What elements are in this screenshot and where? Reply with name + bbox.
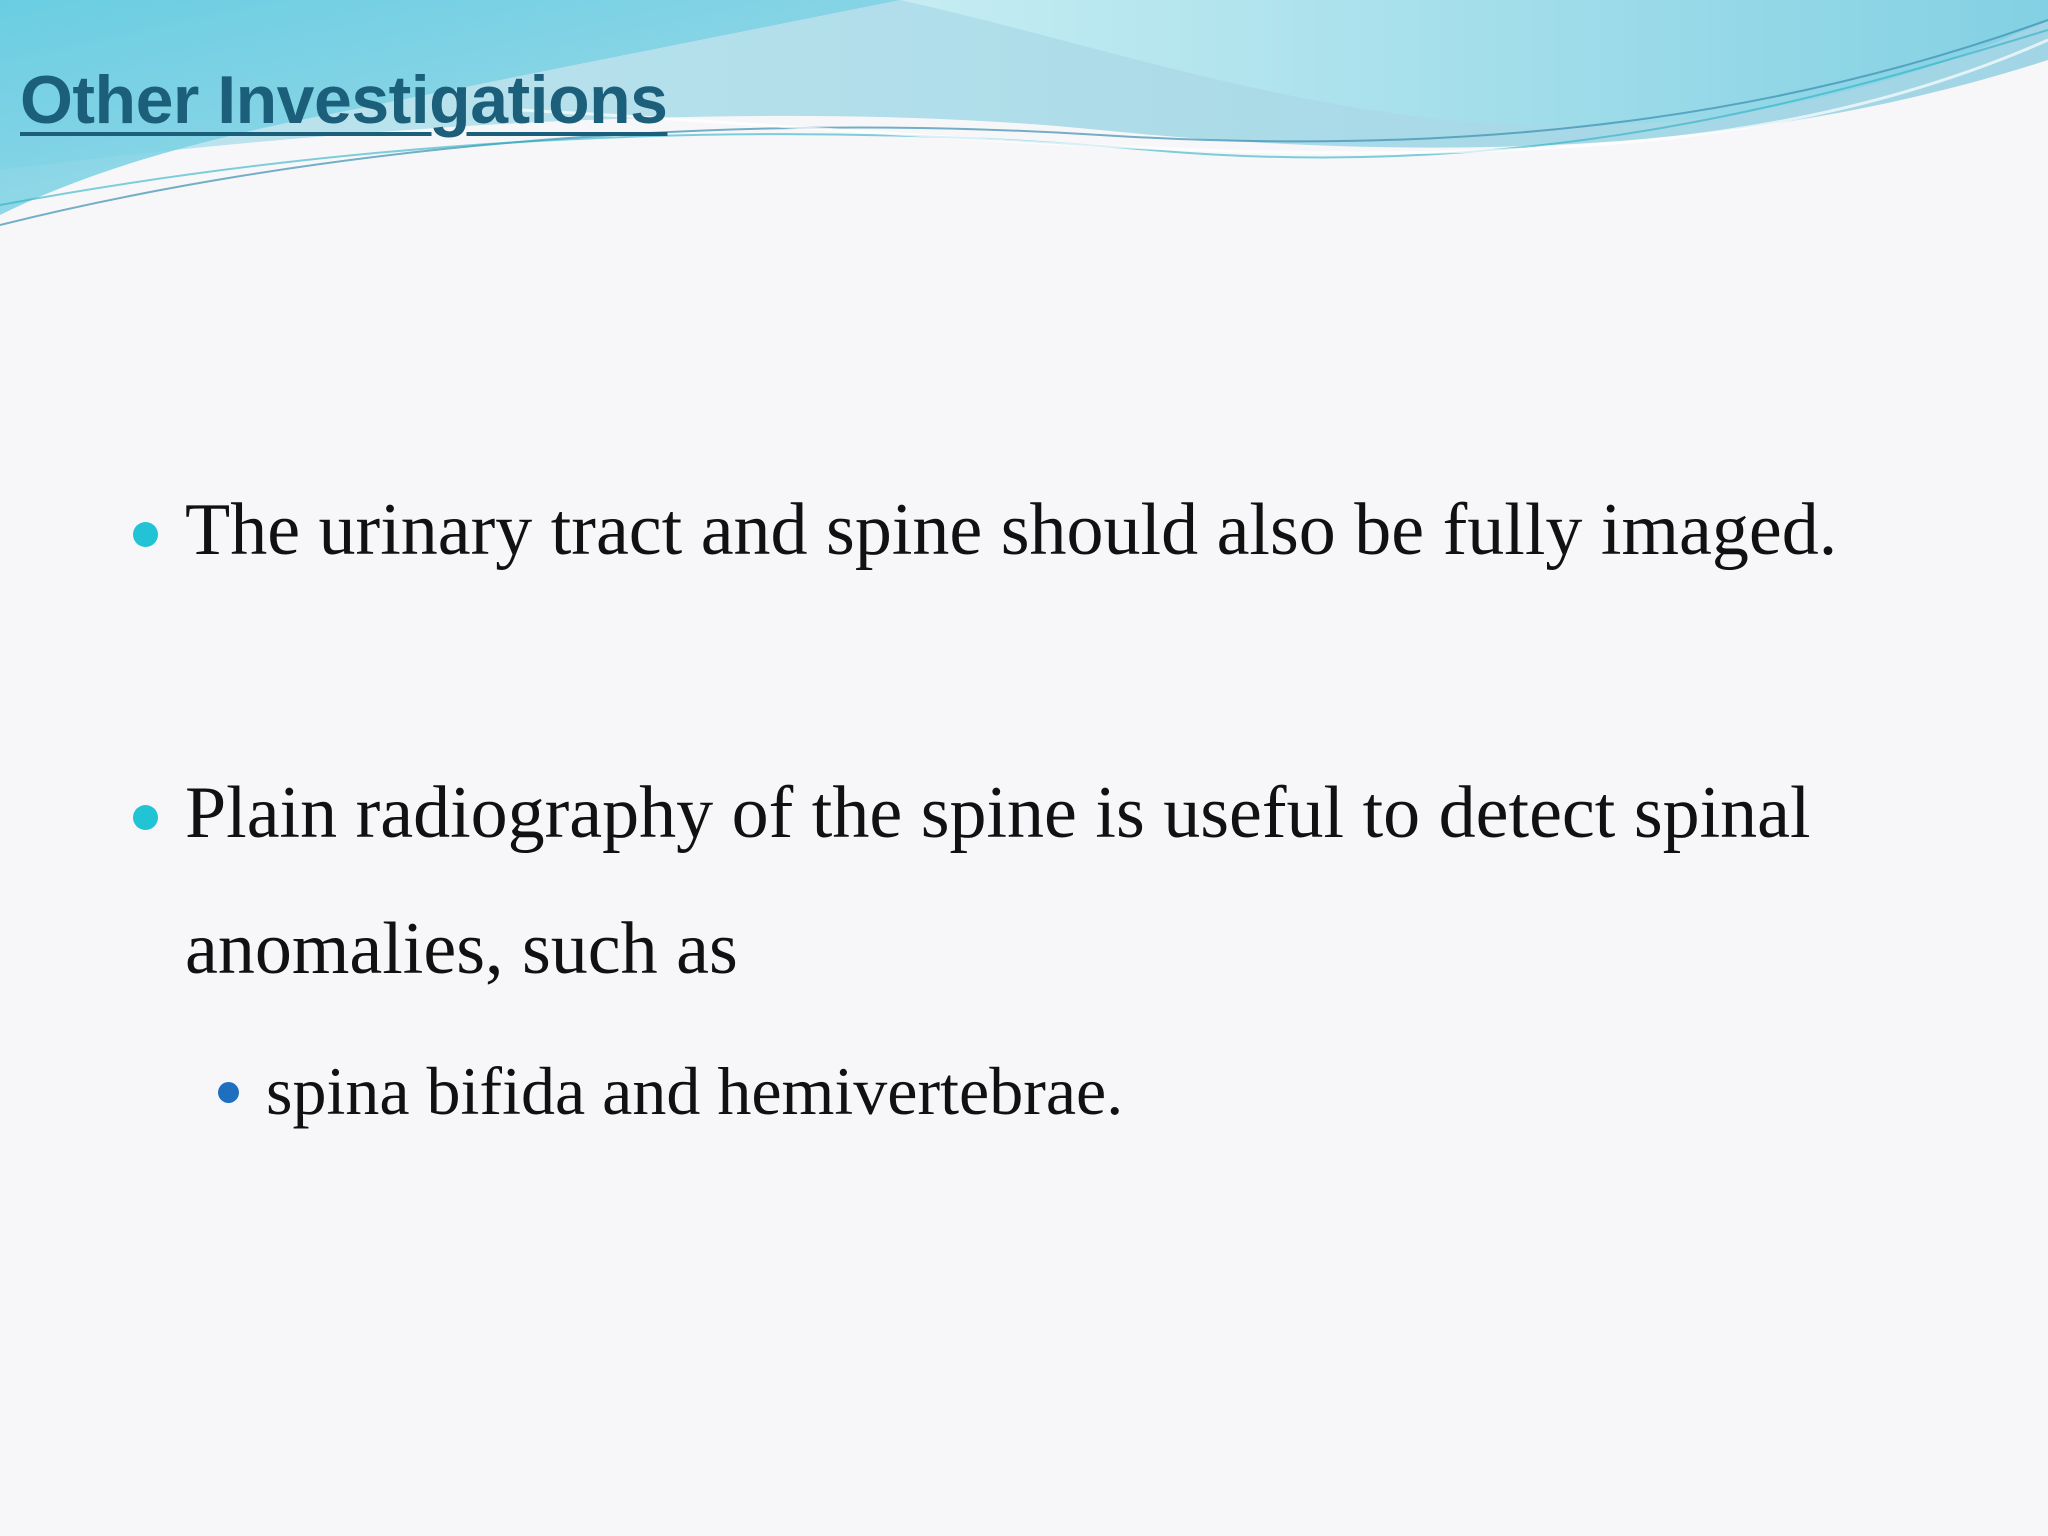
slide-title: Other Investigations xyxy=(20,62,668,138)
bullet-dot-icon xyxy=(133,522,158,547)
bullet-dot-icon xyxy=(133,805,158,830)
bullet-item xyxy=(185,462,1995,598)
bullet-text: Plain radiography of the spine is useful to detect spinal anomalies, such as xyxy=(185,772,1811,990)
sub-bullet-item xyxy=(266,1036,1966,1146)
sub-bullet-text: spina bifida and hemivertebrae. xyxy=(266,1053,1124,1129)
sub-bullet-dot-icon xyxy=(218,1082,239,1103)
bullet-item xyxy=(185,745,1995,1017)
bullet-text: The urinary tract and spine should also be fully imaged. xyxy=(185,489,1838,571)
